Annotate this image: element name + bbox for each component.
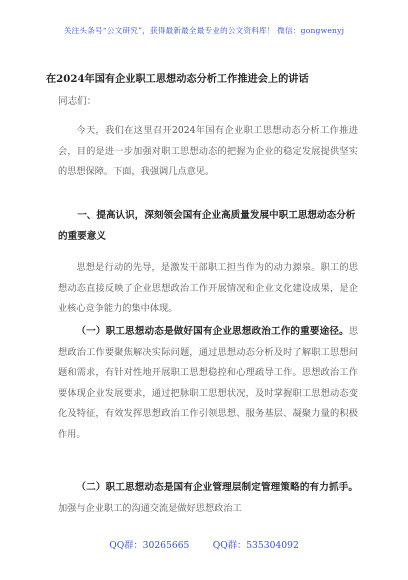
footer-contact: QQ群：30265665 QQ群：535304092 [109,540,299,551]
subsection-2-lead: （二）职工思想动态是国有企业管理层制定管理策略的有力抓手。 [76,482,358,493]
subsection-1 [58,322,358,445]
section-1-heading: 一、提高认识，深刻领会国有企业高质量发展中职工思想动态分析的重要意义 [58,210,356,242]
salutation: 同志们： [58,96,97,107]
document-title: 在2024年国有企业职工思想动态分析工作推进会上的讲话 [46,73,309,85]
subsection-1-text: 思想政治工作要聚焦解决实际问题，通过思想动态分析及时了解职工思想问题和需求，有针对性地开展职工思想稳控和心理疏导工作。思想政治工作要体现企业发展要求，通过把脉职工思想状况，及时掌握职工思想动态变化及特征，有效发挥思想政治工作引领思想、服务基层、凝聚力量的积极作用。 [58,326,358,440]
header-note: 关注头条号“公文研究”，获得最新最全最专业的公文资料库！ 微信：gongwenyj [63,26,345,35]
subsection-2-text: 加强与企业职工的沟通交流是做好思想政治工 [58,502,242,514]
subsection-1-lead: （一）职工思想动态是做好国有企业思想政治工作的重要途径。 [76,326,349,337]
section-1-paragraph: 思想是行动的先导，是激发干部职工担当作为的动力源泉。职工的思想动态直接反映了企业思想政治工作开展情况和企业文化建设成果，是企业核心竞争能力的集中体现。 [58,262,358,314]
intro-paragraph: 今天，我们在这里召开2024年国有企业职工思想动态分析工作推进会，目的是进一步加强对职工思想动态的把握为企业的稳定发展提供坚实的思想保障。下面，我强调几点意见。 [58,125,358,177]
subsection-2 [58,478,358,519]
